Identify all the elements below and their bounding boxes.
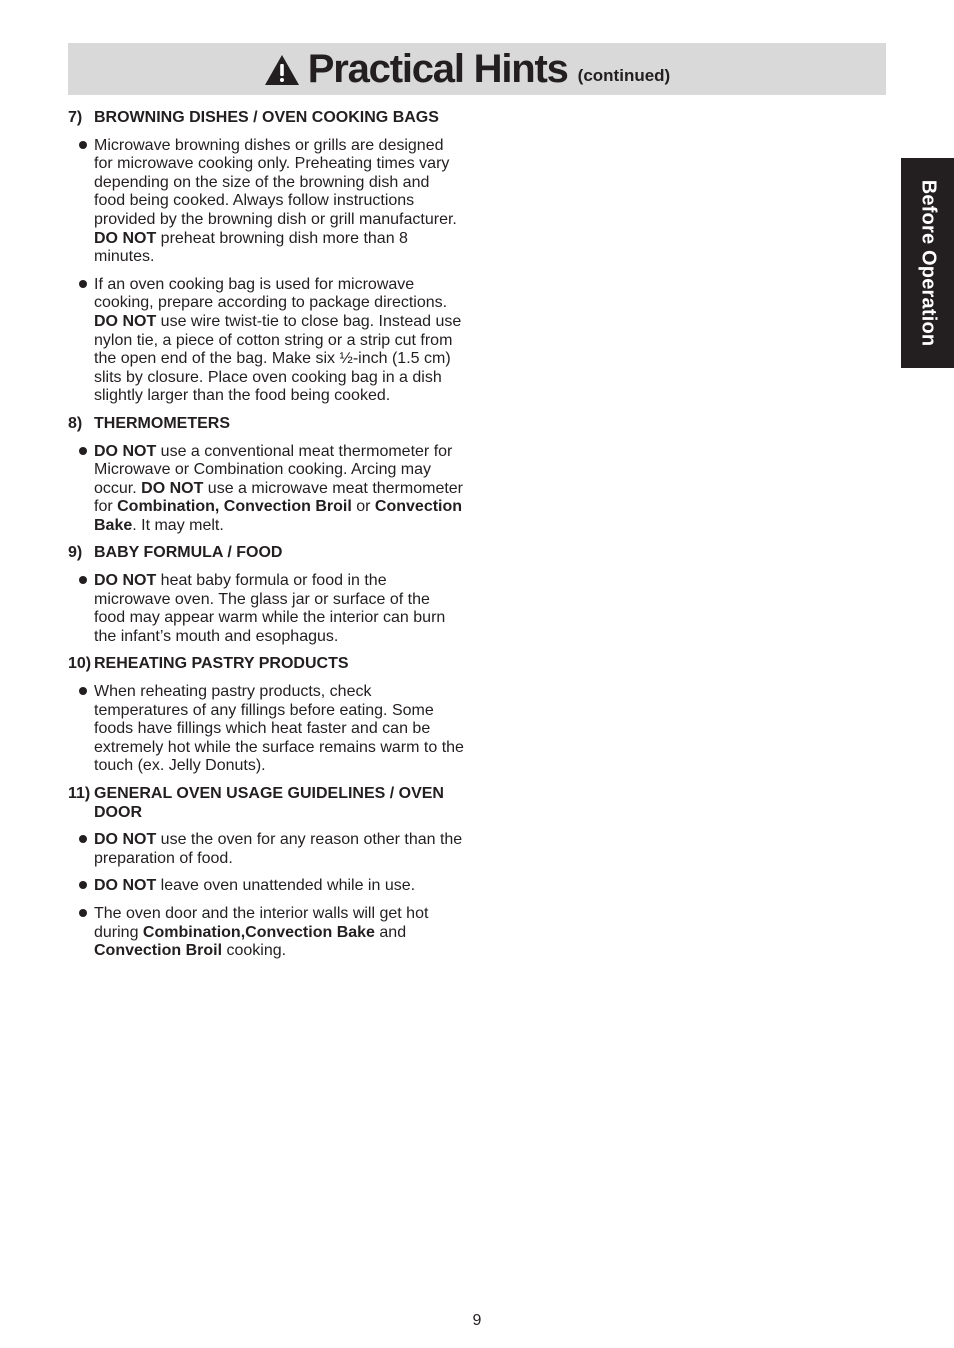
- body-text: The oven door and the interior walls will get hot during: [94, 904, 429, 941]
- hints-content: [68, 109, 464, 970]
- section-heading: [68, 544, 464, 563]
- page-number: 9: [472, 1312, 482, 1329]
- bullet-text: [94, 443, 464, 536]
- header-title-group: [264, 49, 670, 89]
- page-header: [68, 43, 886, 95]
- bullet-text: [94, 905, 464, 961]
- emphasis-text: DO NOT: [94, 831, 157, 849]
- section-title: BROWNING DISHES / OVEN COOKING BAGS: [94, 109, 439, 126]
- section-heading: [68, 415, 464, 434]
- bullet-item: [68, 905, 464, 961]
- bullet-item: [68, 137, 464, 267]
- emphasis-text: Combination, Convection Broil: [117, 498, 352, 516]
- body-text: . It may melt.: [132, 516, 224, 534]
- hint-section: [68, 415, 464, 536]
- emphasis-text: DO NOT: [94, 442, 157, 460]
- body-text: use wire twist-tie to close bag. Instead use nylon tie, a piece of cotton string or a strip cut from the open end of the bag. Make six ½-inch (1.5 cm) slits by closure. Place oven cooking bag in a dish slightly larger than the food being cooked.: [94, 312, 462, 405]
- body-text: or: [351, 498, 375, 516]
- section-title: REHEATING PASTRY PRODUCTS: [94, 655, 349, 673]
- warning-triangle-icon: [264, 54, 300, 86]
- section-number: 7): [68, 109, 83, 126]
- bullet-text: [94, 683, 464, 776]
- section-heading: [68, 785, 464, 822]
- body-text: use the oven for any reason other than the preparation of food.: [94, 831, 463, 867]
- section-number: 8): [68, 414, 83, 432]
- emphasis-text: Combination,Convection Bake: [142, 923, 375, 941]
- bullet-text: [94, 831, 464, 868]
- bullet-item: [68, 683, 464, 776]
- body-text: preheat browning dish more than 8 minutes.: [94, 229, 408, 266]
- emphasis-text: Convection Bake: [94, 498, 463, 534]
- hint-section: [68, 544, 464, 646]
- section-title: GENERAL OVEN USAGE GUIDELINES / OVEN DOOR: [94, 785, 444, 821]
- body-text: When reheating pastry products, check temperatures of any fillings before eating. Some foods have fillings which heat faster and can be extremely hot while the surface remains warm to the touch (ex. Jelly Donuts).: [94, 683, 464, 775]
- section-heading: [68, 655, 464, 674]
- emphasis-text: DO NOT: [141, 479, 204, 497]
- hint-section: [68, 785, 464, 961]
- page-subtitle: (continued): [577, 66, 671, 85]
- bullet-text: [94, 572, 464, 646]
- bullet-item: [68, 831, 464, 868]
- body-text: cooking.: [222, 942, 287, 960]
- bullet-dot-icon: [79, 280, 87, 288]
- body-text: If an oven cooking bag is used for microwave cooking, prepare according to package directions.: [94, 275, 448, 312]
- bullet-item: [68, 877, 464, 896]
- emphasis-text: DO NOT: [94, 877, 157, 895]
- section-number: 9): [68, 544, 83, 562]
- bullet-item: [68, 572, 464, 646]
- emphasis-text: DO NOT: [94, 572, 157, 590]
- side-tab-label: Before Operation: [917, 179, 939, 347]
- hint-section: [68, 655, 464, 776]
- bullet-dot-icon: [79, 909, 87, 917]
- section-side-tab: [901, 158, 954, 368]
- bullet-dot-icon: [79, 687, 87, 695]
- bullet-dot-icon: [79, 141, 87, 149]
- bullet-dot-icon: [79, 447, 87, 455]
- emphasis-text: Convection Broil: [94, 942, 223, 960]
- body-text: leave oven unattended while in use.: [156, 877, 416, 895]
- body-text: Microwave browning dishes or grills are designed for microwave cooking only. Preheating times vary depending on the size of the browning dish and food being cooked. Always follow instructions provided by the browning dish or grill manufacturer.: [94, 136, 457, 228]
- bullet-item: [68, 276, 464, 406]
- body-text: heat baby formula or food in the microwave oven. The glass jar or surface of the food may appear warm while the interior can burn the infant’s mouth and esophagus.: [94, 572, 446, 645]
- emphasis-text: DO NOT: [94, 229, 157, 247]
- emphasis-text: DO NOT: [94, 312, 157, 330]
- section-number: 11): [68, 785, 91, 802]
- bullet-dot-icon: [79, 835, 87, 843]
- bullet-text: [94, 137, 464, 267]
- page-title: Practical Hints: [307, 47, 568, 91]
- section-number: 10): [68, 655, 92, 673]
- bullet-text: [94, 276, 464, 406]
- body-text: use a conventional meat thermometer for Microwave or Combination cooking. Arcing may occur.: [94, 442, 453, 497]
- section-heading: [68, 109, 464, 128]
- body-text: and: [374, 923, 407, 941]
- hint-section: [68, 109, 464, 406]
- bullet-item: [68, 443, 464, 536]
- bullet-dot-icon: [79, 881, 87, 889]
- section-title: THERMOMETERS: [94, 414, 230, 432]
- body-text: use a microwave meat thermometer for: [94, 479, 464, 516]
- bullet-text: [94, 877, 464, 896]
- bullet-dot-icon: [79, 576, 87, 584]
- section-title: BABY FORMULA / FOOD: [94, 544, 283, 562]
